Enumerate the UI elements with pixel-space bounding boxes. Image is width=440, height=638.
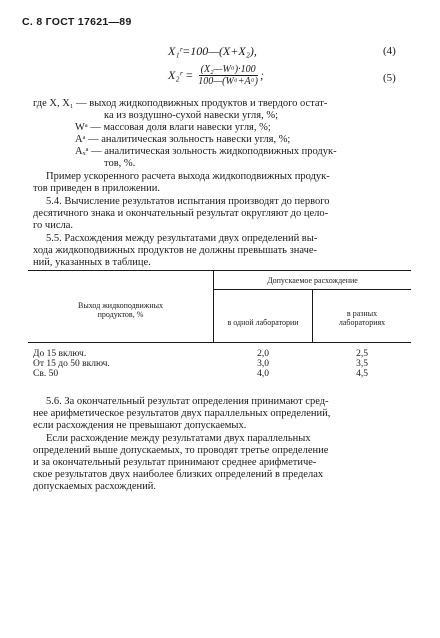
formula-5-fraction (196, 64, 260, 87)
legend-line-3: Wᵃ — массовая доля влаги навески угля, %; (75, 122, 271, 133)
table-top-rule (28, 270, 411, 271)
col3-header-line-2: лабораториях (338, 318, 386, 327)
table-row-1-one-lab: 2,0 (257, 349, 269, 359)
table-group-header: Допускаемое расхождение (267, 276, 358, 285)
table-col3-header (313, 309, 411, 327)
table-row-1-diff-labs: 2,5 (356, 349, 368, 359)
formula-5-number: (5) (383, 72, 396, 84)
formula-4-number: (4) (383, 45, 396, 57)
p56b-line-5: допускаемых расхождений. (33, 481, 156, 492)
formula-4-lhs: X₁ʳ (168, 44, 183, 58)
legend-line-5: Aₓᵃ — аналитическая зольность жидкоподвижных продук- (75, 146, 337, 157)
formula-5-lhs: X₂ʳ = (168, 68, 194, 82)
table-row-2-label: От 15 до 50 включ. (33, 359, 110, 369)
table-row-3-one-lab: 4,0 (257, 369, 269, 379)
formula-5-numerator: (X₂—Wᵃ)·100 (200, 64, 256, 75)
page-header: С. 8 ГОСТ 17621—89 (22, 16, 132, 28)
p56-line-3: если расхождения не превышают допускаемых. (33, 420, 247, 431)
p56b-line-3: и за окончательный результат принимают среднее арифметиче- (33, 457, 317, 468)
example-line-1: Пример ускоренного расчета выхода жидкоподвижных продук- (46, 171, 330, 182)
table-row-1-label: До 15 включ. (33, 349, 87, 359)
table-row-3-label: Св. 50 (33, 369, 59, 379)
col3-header-line-1: в разных (346, 309, 378, 318)
col1-header-line-1: Выход жидкоподвижных (78, 301, 163, 310)
col1-header-line-2: продуктов, % (97, 310, 144, 319)
formula-5-tail: ; (259, 68, 264, 82)
table-row-3-diff-labs: 4,5 (356, 369, 368, 379)
table-row-2-one-lab: 3,0 (257, 359, 269, 369)
formula-5-denominator: 100—(Wᵃ+Aᵃ) (198, 76, 258, 87)
p54-line-1: 5.4. Вычисление результатов испытания производят до первого (46, 196, 330, 207)
example-line-2: тов приведен в приложении. (33, 183, 160, 194)
p55-line-3: ний, указанных в таблице. (33, 257, 151, 268)
table-row-2-diff-labs: 3,5 (356, 359, 368, 369)
p54-line-2: десятичного знака и окончательный результат округляют до цело- (33, 208, 329, 219)
p56-line-1: 5.6. За окончательный результат определения принимают сред- (46, 396, 329, 407)
p56b-line-4: ское результатов двух наиболее близких определений в пределах (33, 469, 324, 480)
p55-line-2: хода жидкоподвижных продуктов не должны превышать значе- (33, 245, 318, 256)
legend-line-2: ка из воздушно-сухой навески угля, %; (104, 110, 278, 121)
formula-4-rhs: =100—(X+X₂), (182, 44, 257, 58)
p56b-line-1: Если расхождение между результатами двух параллельных (46, 433, 311, 444)
table-header-rule (28, 342, 411, 343)
formula-4 (168, 44, 257, 59)
p56-line-2: нее арифметическое результатов двух параллельных определений, (33, 408, 331, 419)
p56b-line-2: определений выше допускаемых, то проводят третье определение (33, 445, 329, 456)
p54-line-3: го числа. (33, 220, 74, 231)
legend-line-4: Aᵃ — аналитическая зольность навески угля, %; (75, 134, 291, 145)
table-col2-header: в одной лаборатории (227, 318, 299, 327)
formula-5 (168, 64, 264, 87)
table-col1-header (28, 301, 213, 319)
p55-line-1: 5.5. Расхождения между результатами двух определений вы- (46, 233, 318, 244)
legend-line-6: тов, %. (104, 158, 136, 169)
legend-line-1: где X, X₁ — выход жидкоподвижных продуктов и твердого остат- (33, 98, 328, 109)
